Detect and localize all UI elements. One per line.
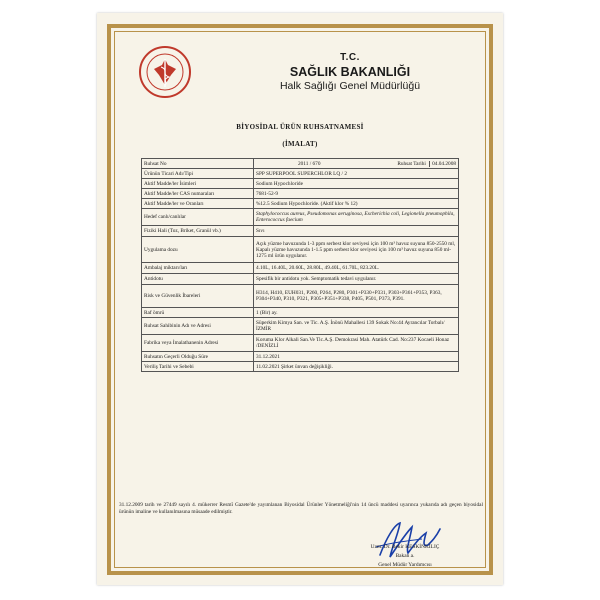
field-label: Veriliş Tarihi ve Sebebi — [142, 362, 254, 372]
table-row — [142, 179, 459, 189]
field-value: 31.12.2021 — [254, 352, 459, 362]
table-row — [142, 226, 459, 237]
field-label: Fabrika veya İmalathanenin Adresi — [142, 335, 254, 352]
field-label: Raf ömrü — [142, 308, 254, 318]
field-value: 1 (Bir) ay. — [254, 308, 459, 318]
document-title: BİYOSİDAL ÜRÜN RUHSATNAMESİ — [236, 123, 364, 131]
field-value: Staphylococcus aureus, Pseudomonas aeruginosa, Escherichia coli, Legionella pneumophila, Enterococcus faecium — [254, 209, 459, 226]
table-row — [142, 352, 459, 362]
field-label: Ambalaj miktarı/ları — [142, 263, 254, 274]
table-row — [142, 209, 459, 226]
field-value: 7681-52-9 — [254, 189, 459, 199]
field-label: Ruhsat Sahibinin Adı ve Adresi — [142, 318, 254, 335]
field-value: Sıvı — [254, 226, 459, 237]
license-date-label: Ruhsat Tarihi — [397, 160, 426, 167]
table-row — [142, 169, 459, 179]
field-value: Koruma Klor Alkali San.Ve Tic.A.Ş. Demokrasi Mah. Atatürk Cad. No:237 Kocaeli Honaz /DENİZLİ — [254, 335, 459, 352]
field-label: Uygulama dozu — [142, 237, 254, 263]
signer-title: Genel Müdür Yardımcısı — [378, 562, 432, 568]
field-value: 11.02.2021 Şirket ünvan değişikliği. — [254, 362, 459, 372]
field-label: Fiziki Hali (Toz, Briket, Granül vb.) — [142, 226, 254, 237]
signer-name: Uzm. Dr. Bekir KESKİNKILIÇ — [370, 544, 440, 550]
regulation-text: 31.12.2009 tarih ve 27449 sayılı 4. mükerrer Resmî Gazete'de yayımlanan Biyosidal Ürünler Yönetmeliği'nin 14 üncü maddesi uyarınca yukarıda adı geçen biyosidal ürünün imaline ve kullanılmasına müsaade edilmiştir. — [119, 502, 483, 515]
header-ministry: SAĞLIK BAKANLIĞI — [289, 65, 411, 79]
field-label: Aktif Madde/ler İsimleri — [142, 179, 254, 189]
field-label: Ruhsatın Geçerli Olduğu Süre — [142, 352, 254, 362]
table-row — [142, 263, 459, 274]
field-value: Spesifik bir antidotu yok. Semptomatik tedavi uygulanır. — [254, 274, 459, 285]
license-number-row — [142, 159, 459, 169]
field-value: %12.5 Sodium Hypochloride. (Aktif klor % 12) — [254, 199, 459, 209]
document-subtitle: (İMALAT) — [282, 140, 318, 148]
ministry-of-health-seal-icon — [138, 45, 192, 99]
table-row — [142, 199, 459, 209]
table-row — [142, 362, 459, 372]
license-number-cell — [254, 159, 459, 169]
license-number-value: 2011 / 670 — [298, 160, 321, 167]
field-value: Süperkim Kimya San. ve Tic. A.Ş. İnönü Mahallesi 139 Sokak No:44 Ayrancılar Torbalı/İZMİR — [254, 318, 459, 335]
field-label: Aktif Madde/ler ve Oranları — [142, 199, 254, 209]
field-value: Sodium Hypochloride — [254, 179, 459, 189]
license-table — [141, 158, 459, 372]
field-label: Ürünün Ticari Adı/Tipi — [142, 169, 254, 179]
table-row — [142, 318, 459, 335]
table-row — [142, 189, 459, 199]
table-row — [142, 237, 459, 263]
field-label: Risk ve Güvenlik İbareleri — [142, 285, 254, 308]
field-value: SPP SUPERPOOL SUPERCHLOR LQ / 2 — [254, 169, 459, 179]
field-value: 4.10L, 16.40L, 20.60L, 28.80L, 49.40L, 61.70L, 823.20L. — [254, 263, 459, 274]
table-row — [142, 274, 459, 285]
field-value: H314, H410, EUH031, P260, P264, P280, P301+P330+P331, P303+P361+P353, P363, P304+P340, P310, P321, P305+P351+P338, P405, P501, P373, P391. — [254, 285, 459, 308]
table-row — [142, 285, 459, 308]
signer-on-behalf: Bakan a. — [395, 553, 415, 559]
table-row — [142, 308, 459, 318]
field-label: Aktif Madde/ler CAS numaraları — [142, 189, 254, 199]
table-row — [142, 335, 459, 352]
field-value: Açık yüzme havuzunda 1-3 ppm serbest klor seviyesi için 100 m³ havuz suyuna 850-2550 ml, Kapalı yüzme havuzunda 1-1.5 ppm serbest klor seviyesi için 100 m³ havuz suyuna 850 ml-1275 ml ürün uygulanır. — [254, 237, 459, 263]
field-label: Antidotu — [142, 274, 254, 285]
field-label: Hedef canlı/canlılar — [142, 209, 254, 226]
header-tc: T.C. — [340, 52, 360, 63]
license-date-value: 04.04.2008 — [429, 161, 456, 167]
header-department: Halk Sağlığı Genel Müdürlüğü — [279, 80, 421, 92]
license-number-label: Ruhsat No — [142, 159, 254, 169]
